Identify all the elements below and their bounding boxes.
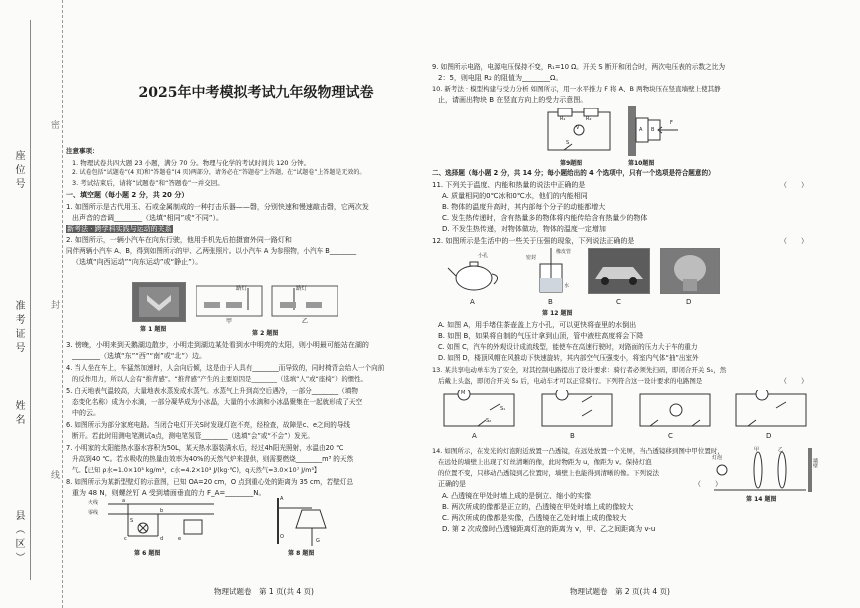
car-icon [589, 249, 649, 293]
option-line: D. 第 2 次成像时凸透镜距离灯泡的距离为 v，甲、乙之间距离为 v-u [442, 525, 656, 533]
roof-vent-photo [660, 248, 720, 294]
note-line: 3. 考试结束后，请将“试题卷”和“答题卷”一并交回。 [72, 179, 224, 187]
question-line: 7. 小明家的太阳能热水器水容积为50L，某天热水器装满水后，经过4h阳光照射，水温由20 ℃ [66, 444, 344, 452]
county-label: 县（区） [13, 510, 24, 566]
question-line: 4. 当人坐在车上，车猛然加速时，人会向后倾，这是由于人具有________而导致的，同时椅背会给人一个向前 [66, 364, 385, 372]
section-heading: 二、选择题（每小题 2 分，共 14 分；每小题给出的 4 个选项中，只有一个选项是符合题意的） [432, 169, 715, 177]
question-line: ________（选填“东”“西”“南”或“北”）边。 [72, 352, 207, 360]
question-line: 6. 如图所示为部分家庭电路。当闭合电灯开关S时发现灯泡不亮，经检查，故障是c、e之间的导线 [66, 421, 351, 429]
fig-label: B [651, 127, 655, 133]
fig-label: M [461, 390, 466, 396]
fig-label: 乙 [778, 447, 784, 453]
question-line: 出声音的音调________（选填“相同”或“不同”）。 [72, 214, 224, 222]
figure-caption: 第 8 题图 [288, 550, 315, 557]
question-line: 态变化名称）成为小水滴，一部分凝华成为小冰晶，大量的小水滴和小冰晶聚集在一起就形成了天空 [72, 398, 363, 406]
answer-paren: （ ） [780, 237, 808, 245]
question-line: 的反作用力，所以人会有“推背感”。“推背感”产生的主要原因是________（选填“人”或“座椅”）的惯性。 [72, 375, 367, 383]
fig-label: S [566, 140, 570, 146]
question-line: 在远处的墙壁上出现了灯丝清晰的像，此时物距为 u，像距为 v。保持灯泡 [438, 458, 652, 466]
question-tag: 新考法 · 跨学科实践与运动的关系 [67, 225, 172, 233]
option-line: A. 质量相同的0℃冰和0℃水，他们的内能相同 [442, 192, 588, 200]
note-line: 2. 试卷包括“试题卷”(4 页)和“答题卷”(4 页)两部分，请务必在“答题卷”上答题，在“试题卷”上答题是无效的。 [72, 169, 366, 176]
name-label: 姓名 [13, 400, 24, 428]
question-line: 中的云。 [72, 409, 100, 417]
option-line: B. 两次所成的像都是正立的，凸透镜在甲处时墙上成的像较大 [442, 503, 634, 511]
fig-label: 墙壁 [812, 458, 818, 468]
motor-circuit-diagram [732, 390, 812, 430]
question-line: 13. 某共享电动单车为了安全，对其控制电路提出了设计要求：骑行者必须先扫码，即闭合开关 S₁，然 [432, 366, 727, 374]
circuit-option-d [732, 390, 812, 430]
option-line: C. 两次所成的像都是实像，凸透镜在乙处时墙上成的像较大 [442, 514, 627, 522]
option-line: B. 如图 B，如果将自制的气压计拿到山顶，管中液柱高度将会下降 [438, 332, 644, 340]
question-line: 同伴两辆小汽车 A、B，得到如图所示的甲、乙两张照片。以小汽车 A 为参照物，小汽车 B________ [66, 247, 357, 255]
option-line: A. 如图 A，用手堵住茶壶盖上方小孔，可以更快将壶里的水倒出 [438, 321, 637, 329]
answer-paren: （ ） [780, 181, 808, 189]
circuit-option-c [636, 390, 716, 430]
fig-letter: D [686, 298, 692, 306]
fig-label: O [280, 534, 284, 540]
motor-circuit-diagram [636, 390, 716, 430]
question-line: 3. 傍晚，小明来到天鹅湖边散步，小明走到湖边某处看到水中明亮的太阳，则小明最可能站在湖的 [66, 341, 369, 349]
question-line: 气。【已知 ρ水=1.0×10³ kg/m³，c水=4.2×10³ J/(kg·℃)，q天然气=3.0×10⁷ J/m³】 [72, 467, 321, 474]
fig-label: 路灯 [296, 286, 308, 292]
fig-letter: A [472, 432, 477, 440]
fig-label: 小孔 [478, 253, 489, 259]
question-line [66, 224, 173, 235]
figure-caption: 第 12 题图 [542, 310, 573, 317]
teapot-icon [446, 250, 504, 294]
question-line: 8. 如图所示为某新型壁灯的示意图，已知 OA=20 cm，O 点到重心处的距离为 35 cm，若壁灯总 [66, 478, 354, 486]
circuit-option-b [538, 390, 618, 430]
option-line: B. 物体的温度升高时，其内部每个分子的动能都增大 [442, 203, 606, 211]
question-line: 2：5，则电阻 R₂ 的阻值为________Ω。 [438, 74, 563, 82]
household-circuit-figure [88, 498, 218, 546]
lens-diagram [712, 444, 822, 494]
figure-caption: 第 14 题图 [746, 496, 777, 503]
seat-number-label: 座位号 [13, 150, 24, 192]
fig-letter: A [470, 298, 475, 306]
question-line: 5. 白天地表气温较高，大量地表水蒸发成水蒸气。水蒸气上升到高空后遇冷，一部分________（填物 [66, 387, 358, 395]
question-line: 正确的是 [438, 480, 466, 488]
option-line: D. 如图 D，楼顶风帽在风推动下快速旋转，其内部空气压强变小，将室内气体“抽”出室外 [438, 354, 699, 362]
fig-label: b [160, 508, 164, 514]
question-line: 9. 如图所示电路，电源电压保持不变，R₁=10 Ω。开关 S 断开和闭合时，两次电压表的示数之比为 [432, 63, 726, 71]
household-circuit-diagram [88, 498, 218, 546]
option-line: A. 凸透镜在甲处时墙上成的是倒立、缩小的实像 [442, 492, 592, 500]
seal-mark: 封 [49, 300, 59, 309]
teapot-figure [446, 250, 504, 294]
figure-caption: 第10题图 [628, 160, 655, 167]
fig-label: 水 [564, 283, 570, 289]
answer-paren: （ ） [694, 480, 722, 488]
question-line: 止，请画出物块 B 在竖直方向上的受力示意图。 [438, 96, 588, 104]
question-line: （选填“向西运动”“向东运动”或“静止”）。 [72, 258, 203, 266]
motor-circuit-diagram [538, 390, 618, 430]
fig-letter: D [766, 432, 772, 440]
fig-label: R₁ [560, 116, 566, 122]
car-photos-figure [196, 284, 338, 324]
seal-mark: 线 [49, 470, 59, 479]
fig-letter: B [548, 298, 553, 306]
option-line: C. 如图 C，汽车的外观设计成流线型，能使车在高速行驶时，对路面的压力大于车的重力 [438, 343, 698, 351]
fig-label: 零线 [88, 510, 99, 516]
figure-caption: 第 6 题图 [134, 550, 161, 557]
seal-mark: 密 [49, 120, 59, 129]
answer-paren: （ ） [780, 377, 808, 385]
question-line: 升高到40 ℃。若水吸收的热量由效率为40%的天然气炉来提供，则需要燃烧________m³ 的天然 [72, 455, 354, 463]
fig-label: 乙 [302, 318, 309, 325]
option-line: C. 发生热传递时，含有热量多的物体将内能传给含有热量少的物体 [442, 214, 648, 222]
left-page [66, 0, 430, 608]
fig-label: 火线 [88, 500, 99, 506]
barometer-figure [526, 246, 574, 296]
motor-circuit-diagram [440, 390, 520, 430]
notes-title: 注意事项： [66, 147, 99, 155]
fig-label: d [160, 536, 164, 542]
wall-lamp-figure [272, 494, 342, 548]
lens-figure [712, 444, 822, 494]
fig-label: 甲 [754, 447, 760, 453]
fig-label: F [670, 120, 673, 126]
question-line: 12. 如图所示是生活中的一些关于压强的现象，下列说法正确的是 [432, 237, 635, 245]
fig-label: c [124, 536, 127, 542]
fig-letter: C [616, 298, 621, 306]
roof-vent-icon [661, 249, 719, 293]
voltage-circuit-figure [544, 108, 614, 154]
section-heading: 一、填空题（每小题 2 分，共 20 分） [66, 191, 189, 199]
binding-margin [0, 0, 63, 608]
note-line: 1. 物理试卷共四大题 23 小题，满分 70 分。物理与化学的考试时间共 120 分钟。 [72, 159, 311, 167]
chime-stone-figure [132, 282, 186, 322]
exam-id-label: 准考证号 [13, 300, 24, 356]
fig-label: G [316, 538, 320, 544]
voltage-circuit-diagram [544, 108, 614, 154]
fig-label: S₁ [500, 406, 506, 412]
question-line: 断开。若此时用测电笔测试a点，测电笔氖管________（选填“会”或“不会”）发光。 [72, 432, 314, 440]
figure-caption: 第 1 题图 [140, 326, 167, 333]
question-line: 1. 如图所示是古代用玉、石或金属制成的一种打击乐器——磬，分别快速和慢速敲击磬，它两次发 [66, 203, 369, 211]
figure-caption: 第 2 题图 [252, 330, 279, 337]
question-line: 重为 48 N，则螺丝钉 A 受到墙面垂直的力 F_A=________N。 [72, 489, 266, 497]
fig-label: V [576, 125, 580, 131]
question-line: 2. 如图所示，一辆小汽车在向东行驶，他用手机先后拍摄窗外同一路灯和 [66, 236, 292, 244]
fig-label: 甲 [226, 318, 233, 325]
binding-line [30, 20, 31, 580]
fig-label: A [280, 496, 284, 502]
fig-label: R₂ [586, 116, 592, 122]
question-line: 14. 如图所示，在发光的灯泡附近放置一凸透镜，在远处放置一个光屏，当凸透镜移到图中甲位置时， [432, 447, 724, 455]
fig-letter: C [668, 432, 673, 440]
fig-label: A [639, 127, 643, 133]
page-footer: 物理试题卷 第 1 页(共 4 页) [214, 587, 314, 596]
circuit-option-a [440, 390, 520, 430]
blocks-wall-figure [622, 104, 682, 158]
fig-letter: B [570, 432, 575, 440]
car-photo [588, 248, 650, 294]
exam-title: 2025年中考模拟考试九年级物理试卷 [138, 85, 374, 101]
fig-label: S₂ [486, 418, 492, 424]
fig-label: a [122, 498, 126, 504]
car-scene-illustration [196, 284, 338, 324]
fig-label: e [178, 536, 182, 542]
figure-caption: 第9题图 [560, 160, 583, 167]
fig-label: 密封 [526, 255, 537, 261]
right-page [432, 0, 842, 608]
option-line: D. 不发生热传递，对物体做功，物体的温度一定增加 [442, 225, 606, 233]
fig-label: 灯泡 [712, 455, 723, 461]
fig-label: S [130, 518, 134, 524]
chime-stone-icon [133, 283, 185, 321]
question-line: 11. 下列关于温度、内能和热量的说法中正确的是 [432, 181, 586, 189]
question-line: 的位置不变，只移动凸透镜到乙位置时，墙壁上也能得到清晰的像。下列说法 [438, 469, 659, 477]
question-line: 10. 新考法 · 模型构建与受力分析 如图所示，用一水平推力 F 将 A、B 两物块压在竖直墙壁上使其静 [432, 85, 721, 93]
fig-label: 路灯 [236, 286, 248, 292]
page-footer: 物理试题卷 第 2 页(共 4 页) [570, 587, 670, 596]
question-line: 后戴上头盔，即闭合开关 S₂ 后，电动车才可以正常骑行。下列符合这一设计要求的电路图是 [438, 377, 703, 385]
fig-label: 橡皮管 [556, 249, 572, 255]
